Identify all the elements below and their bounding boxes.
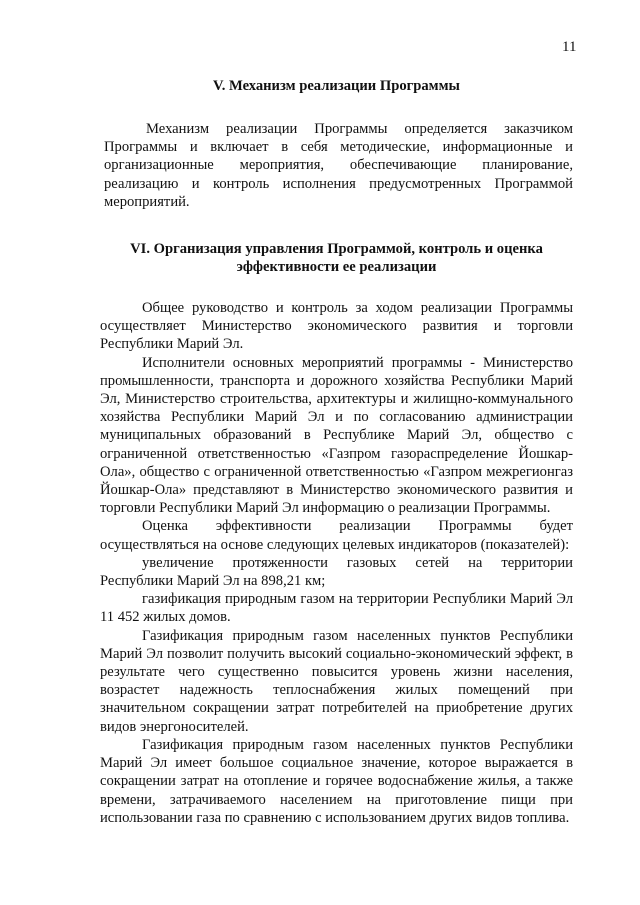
page-number: 11	[562, 39, 577, 55]
section-6-indicator-2: газификация природным газом на территории Республики Марий Эл 11 452 жилых домов.	[100, 591, 573, 626]
section-5-heading: V. Механизм реализации Программы	[213, 78, 460, 94]
section-6-paragraph-3: Оценка эффективности реализации Программы будет осуществляться на основе следующих целевых индикаторов (показателей):	[100, 518, 573, 553]
section-6-paragraph-1: Общее руководство и контроль за ходом реализации Программы осуществляет Министерство экономического развития и торговли Республики Марий Эл.	[100, 300, 573, 353]
section-6-heading: VI. Организация управления Программой, контроль и оценка эффективности ее реализации	[130, 241, 543, 276]
document-page	[100, 30, 573, 827]
section-5-paragraph-1: Механизм реализации Программы определяется заказчиком Программы и включает в себя методические, информационные и организационные мероприятия, обеспечивающие планирование, реализацию и контроль исполнения предусмотренных Программой мероприятий.	[104, 121, 573, 210]
section-6-paragraph-4: Газификация природным газом населенных пунктов Республики Марий Эл позволит получить высокий социально-экономический эффект, в результате чего существенно повысится уровень жизни населения, возрастет надежность теплоснабжения жилых помещений при значительном сокращении затрат потребителей на приобретение других видов энергоносителей.	[100, 627, 573, 735]
section-6-paragraph-2: Исполнители основных мероприятий программы - Министерство промышленности, транспорта и дорожного хозяйства Республики Марий Эл, Министерство строительства, архитектуры и жилищно-коммунального хозяйства Республики Марий Эл и по согласованию администрации муниципальных образований в Республике Марий Эл, общество с ограниченной ответственностью «Газпром газораспределение Йошкар-Ола», общество с ограниченной ответственностью «Газпром межрегионгаз Йошкар-Ола» представляют в Министерство экономического развития и торговли Республики Марий Эл информацию о реализации Программы.	[100, 354, 573, 517]
section-6-indicator-1: увеличение протяженности газовых сетей на территории Республики Марий Эл на 898,21 км;	[100, 554, 573, 590]
section-6-paragraph-5: Газификация природным газом населенных пунктов Республики Марий Эл имеет большое социальное значение, которое выражается в сокращении затрат на отопление и горячее водоснабжение жилья, а также времени, затрачиваемого населением на приготовление пищи при использовании газа по сравнению с использованием других видов топлива.	[100, 736, 573, 826]
